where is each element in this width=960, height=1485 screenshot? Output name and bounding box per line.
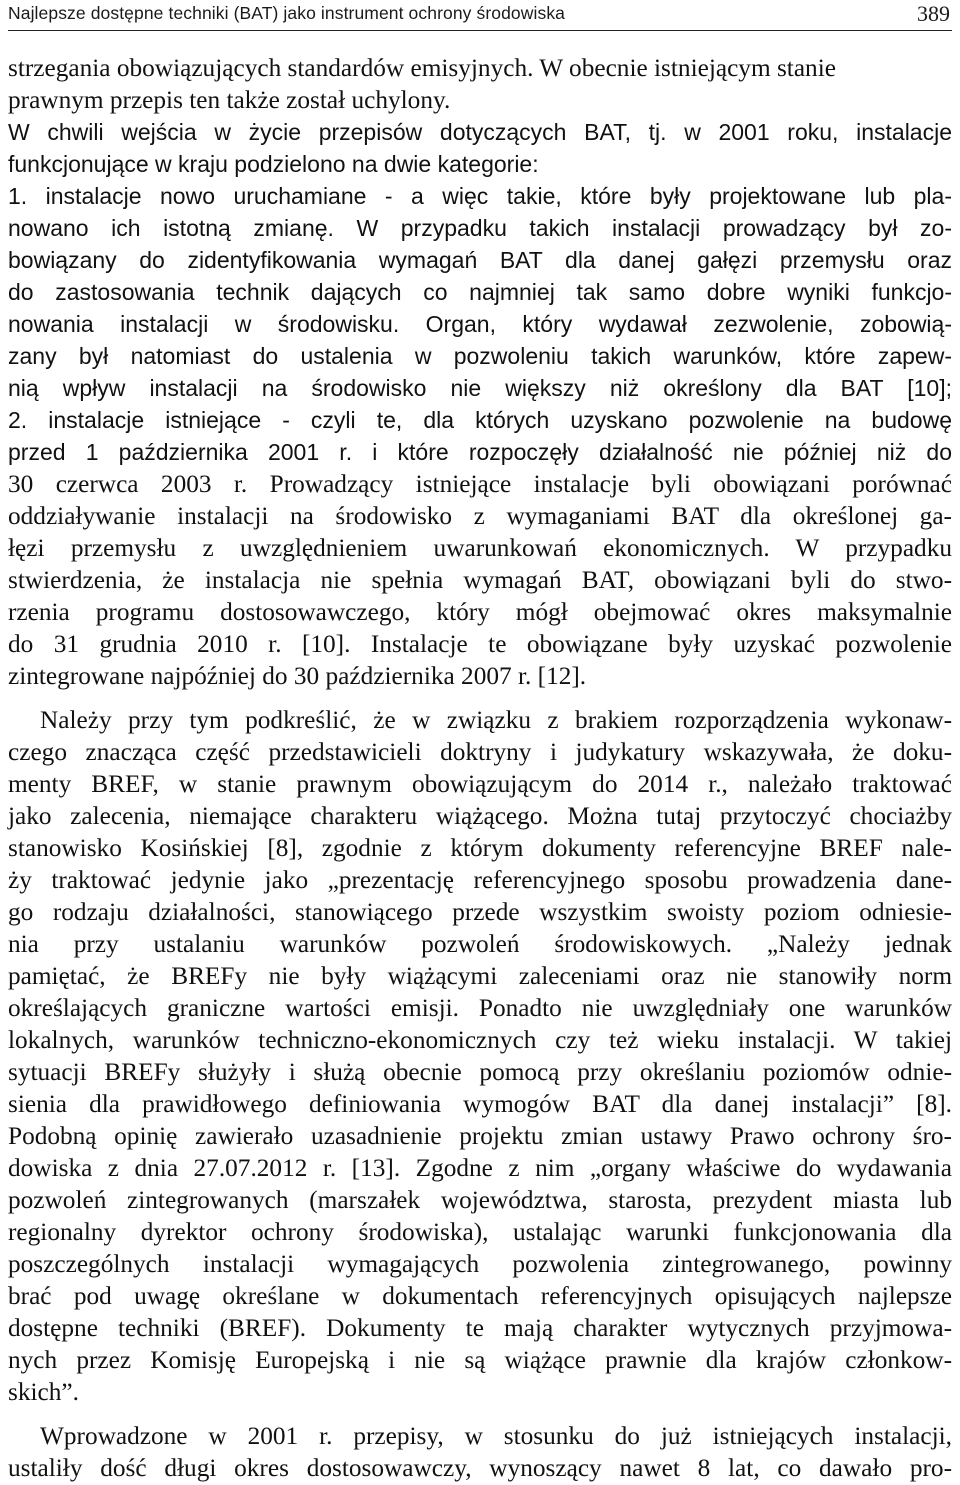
- text-line: lokalnych, warunków techniczno-ekonomicznych czy też wieku instalacji. W takiej: [8, 1026, 952, 1054]
- text-line: 1. instalacje nowo uruchamiane - a więc takie, które były projektowane lub pla-: [8, 183, 952, 209]
- text-line: strzegania obowiązujących standardów emisyjnych. W obecnie istniejącym stanie: [8, 54, 836, 82]
- text-line: rzenia programu dostosowawczego, który mógł obejmować okres maksymalnie: [8, 598, 952, 626]
- text-line: 30 czerwca 2003 r. Prowadzący istniejące instalacje byli obowiązani porównać: [8, 470, 952, 498]
- text-line: poszczególnych instalacji wymagających pozwolenia zintegrowanego, powinny: [8, 1250, 952, 1278]
- text-line: pamiętać, że BREFy nie były wiążącymi zaleceniami oraz nie stanowiły norm: [8, 962, 952, 990]
- text-line: sienia dla prawidłowego definiowania wymogów BAT dla danej instalacji” [8].: [8, 1090, 952, 1118]
- running-header: [8, 0, 952, 31]
- text-line: Podobną opinię zawierało uzasadnienie projektu zmian ustawy Prawo ochrony śro-: [8, 1122, 952, 1150]
- text-line: do zastosowania technik dających co najmniej tak samo dobre wyniki funkcjo-: [8, 279, 952, 305]
- text-line: regionalny dyrektor ochrony środowiska), ustalając warunki funkcjonowania dla: [8, 1218, 952, 1246]
- text-line: stwierdzenia, że instalacja nie spełnia wymagań BAT, obowiązani byli do stwo-: [8, 566, 952, 594]
- text-line: stanowisko Kosińskiej [8], zgodnie z którym dokumenty referencyjne BREF nale-: [8, 834, 952, 862]
- text-line: łęzi przemysłu z uwzględnieniem uwarunkowań ekonomicznych. W przypadku: [8, 534, 952, 562]
- text-line: go rodzaju działalności, stanowiącego przede wszystkim swoisty poziom odniesie-: [8, 898, 952, 926]
- text-line: bowiązany do zidentyfikowania wymagań BAT dla danej gałęzi przemysłu oraz: [8, 247, 952, 273]
- paragraph-first-line: Należy przy tym podkreślić, że w związku z brakiem rozporządzenia wykonaw-: [40, 706, 952, 734]
- text-line: oddziaływanie instalacji na środowisko z wymaganiami BAT dla określonej ga-: [8, 502, 952, 530]
- text-line: czego znacząca część przedstawicieli doktryny i judykatury wskazywała, że doku-: [8, 738, 952, 766]
- text-line: skich”.: [8, 1378, 79, 1406]
- text-line: jako zalecenia, niemające charakteru wiążącego. Można tutaj przytoczyć chociażby: [8, 802, 952, 830]
- text-line: pozwoleń zintegrowanych (marszałek województwa, starosta, prezydent miasta lub: [8, 1186, 952, 1214]
- text-line: funkcjonujące w kraju podzielono na dwie kategorie:: [8, 151, 539, 177]
- text-line: określających graniczne wartości emisji. Ponadto nie uwzględniały one warunków: [8, 994, 952, 1022]
- paragraph-first-line: Wprowadzone w 2001 r. przepisy, w stosunku do już istniejących instalacji,: [40, 1422, 952, 1450]
- text-line: menty BREF, w stanie prawnym obowiązującym do 2014 r., należało traktować: [8, 770, 952, 798]
- page-number: 389: [917, 1, 950, 26]
- text-line: dostępne techniki (BREF). Dokumenty te mają charakter wytycznych przyjmowa-: [8, 1314, 952, 1342]
- text-line: prawnym przepis ten także został uchylony.: [8, 86, 451, 114]
- text-line: zany był natomiast do ustalenia w pozwoleniu takich warunków, które zapew-: [8, 343, 952, 369]
- text-line: przed 1 października 2001 r. i które rozpoczęły działalność nie później niż do: [8, 439, 952, 465]
- text-line: sytuacji BREFy służyły i służą obecnie pomocą przy określaniu poziomów odnie-: [8, 1058, 952, 1086]
- text-line: W chwili wejścia w życie przepisów dotyczących BAT, tj. w 2001 roku, instalacje: [8, 119, 952, 145]
- text-line: ży traktować jedynie jako „prezentację referencyjnego sposobu prowadzenia dane-: [8, 866, 952, 894]
- text-line: nowania instalacji w środowisku. Organ, który wydawał zezwolenie, zobowią-: [8, 311, 952, 337]
- text-line: nowano ich istotną zmianę. W przypadku takich instalacji prowadzący był zo-: [8, 215, 952, 241]
- text-line: ustaliły dość długi okres dostosowawczy, wynoszący nawet 8 lat, co dawało pro-: [8, 1454, 952, 1482]
- text-line: do 31 grudnia 2010 r. [10]. Instalacje te obowiązane były uzyskać pozwolenie: [8, 630, 952, 658]
- text-line: brać pod uwagę określane w dokumentach referencyjnych opisujących najlepsze: [8, 1282, 952, 1310]
- text-line: 2. instalacje istniejące - czyli te, dla których uzyskano pozwolenie na budowę: [8, 407, 952, 433]
- text-line: dowiska z dnia 27.07.2012 r. [13]. Zgodne z nim „organy właściwe do wydawania: [8, 1154, 952, 1182]
- text-line: zintegrowane najpóźniej do 30 października 2007 r. [12].: [8, 662, 587, 690]
- text-line: nia przy ustalaniu warunków pozwoleń środowiskowych. „Należy jednak: [8, 930, 952, 958]
- running-header-title: Najlepsze dostępne techniki (BAT) jako instrument ochrony środowiska: [8, 3, 566, 23]
- text-line: nych przez Komisję Europejską i nie są wiążące prawnie dla krajów członkow-: [8, 1346, 952, 1374]
- text-line: nią wpływ instalacji na środowisko nie większy niż określony dla BAT [10];: [8, 375, 952, 401]
